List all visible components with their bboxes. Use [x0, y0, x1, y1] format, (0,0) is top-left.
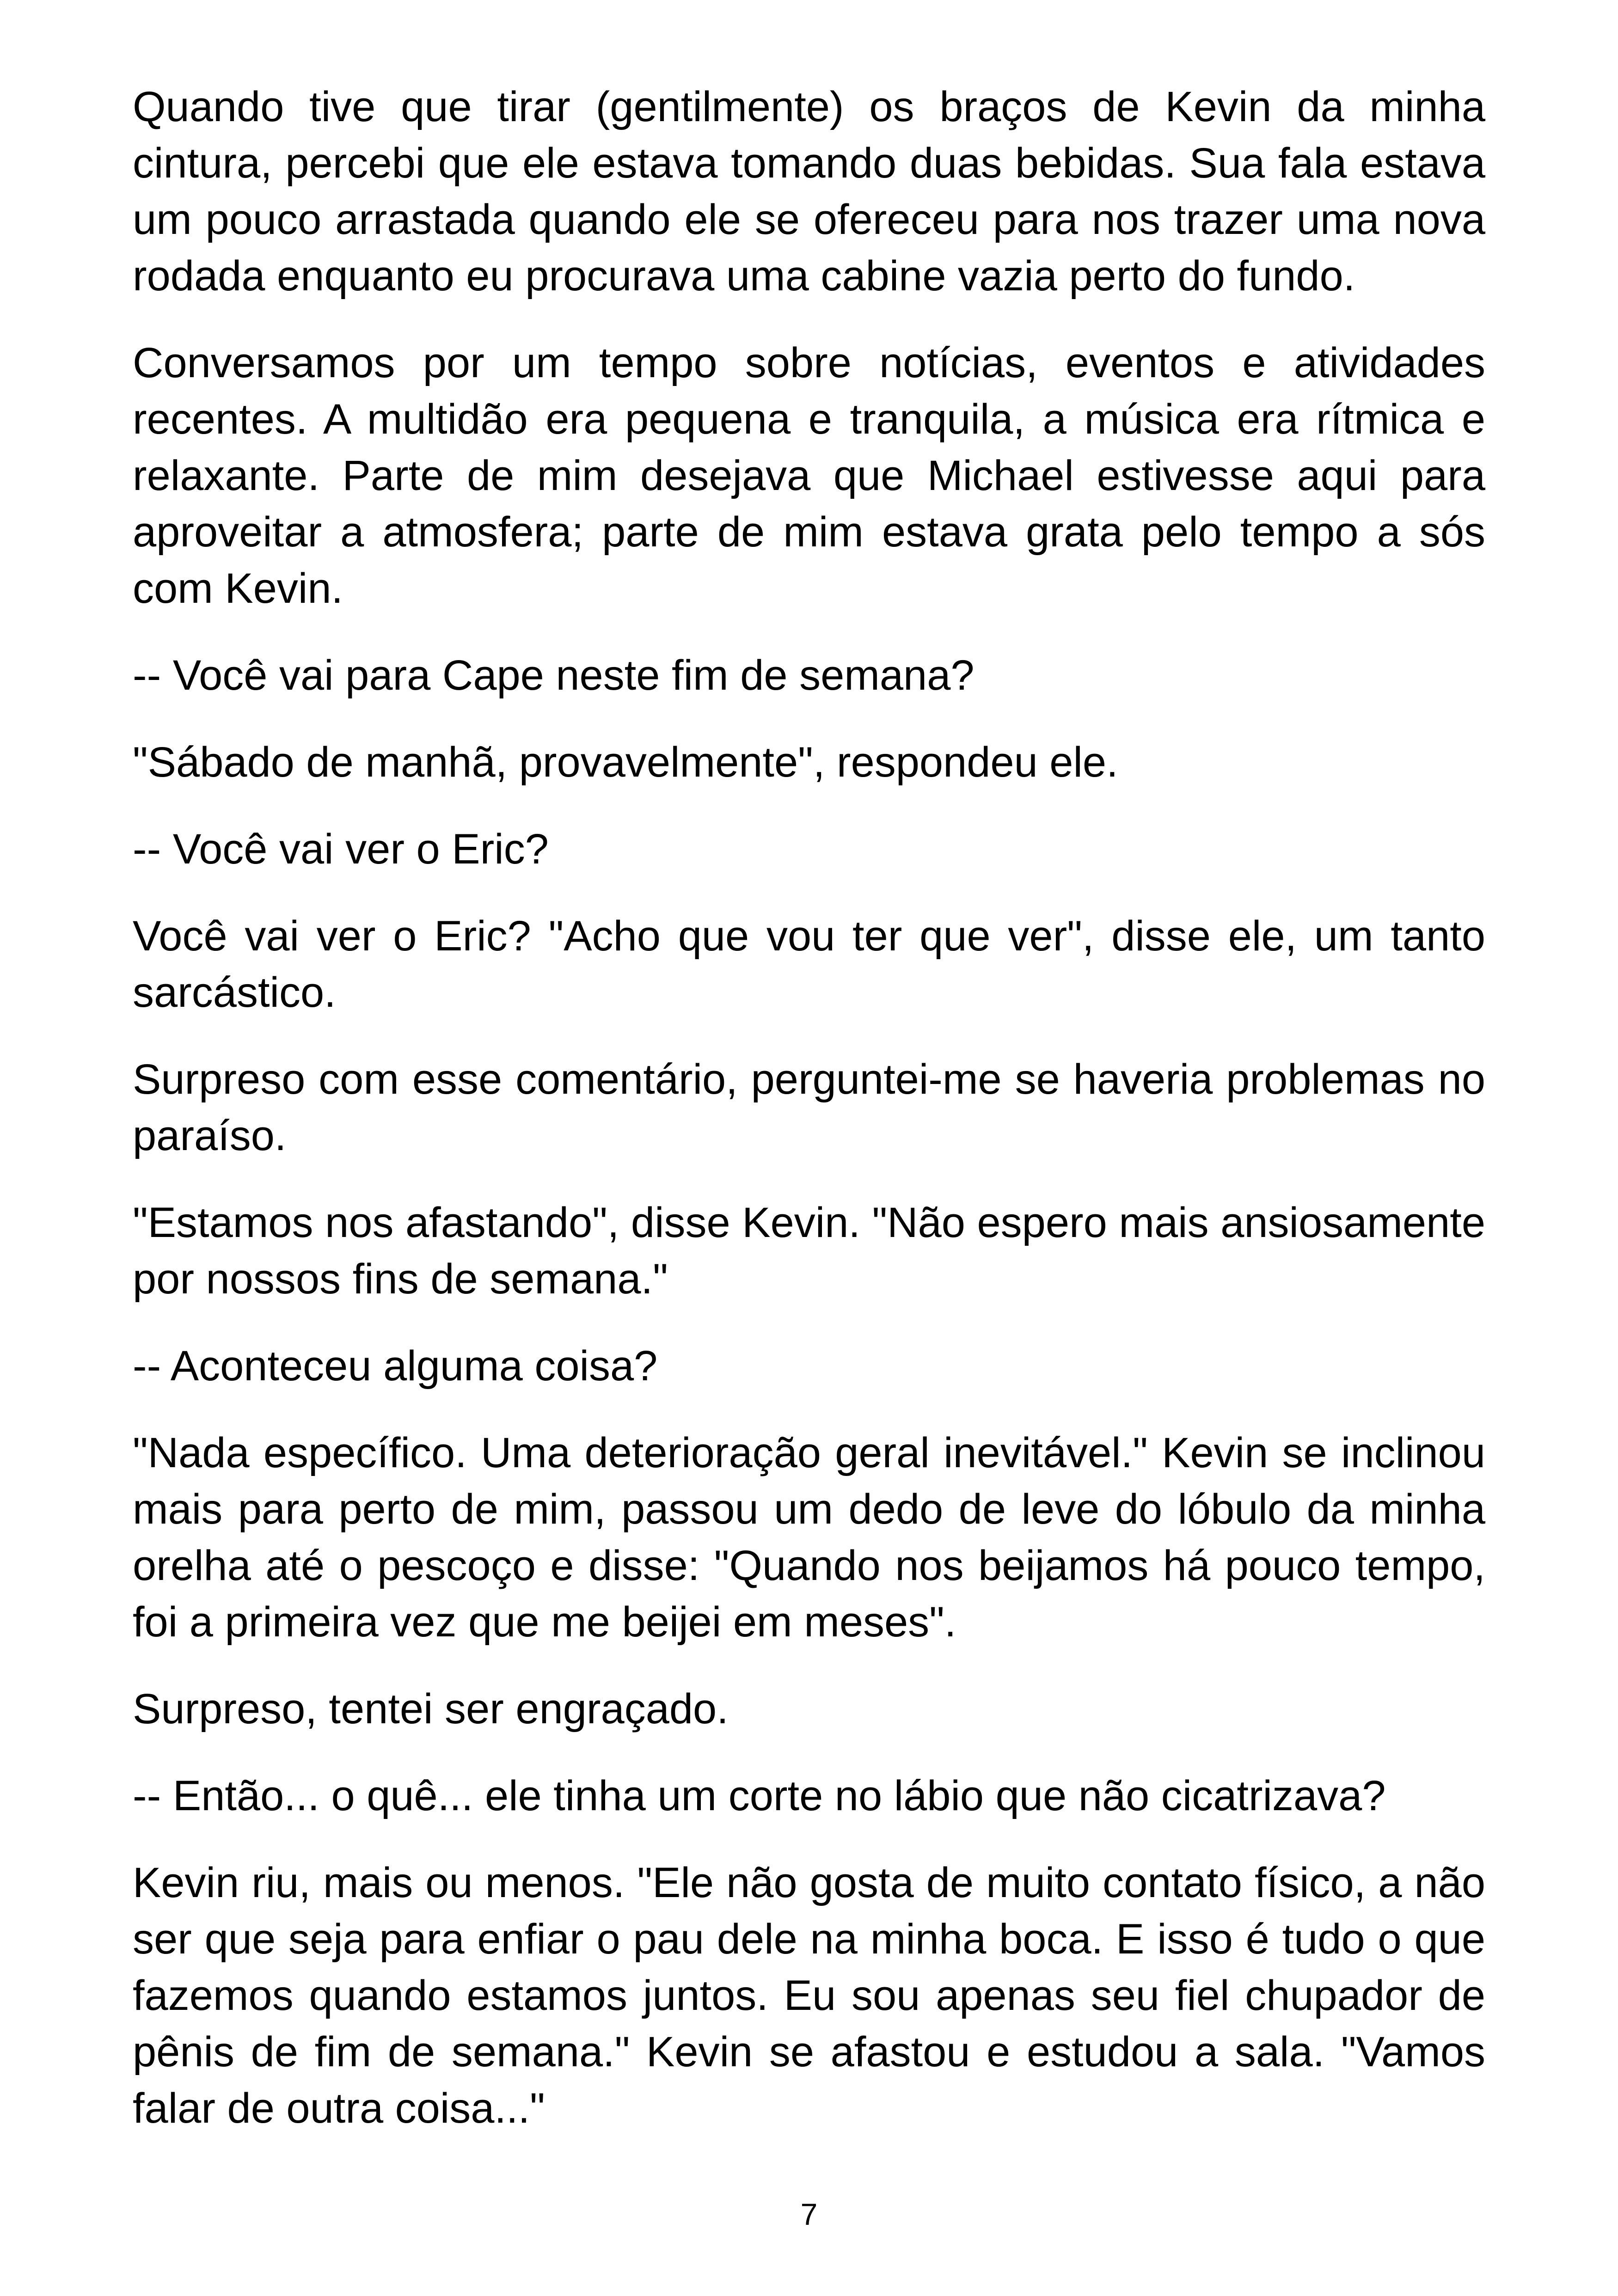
- paragraph-10: "Nada específico. Uma deterioração geral inevitável." Kevin se inclinou mais para perto de mim, passou um dedo de leve do lóbulo da minha orelha até o pescoço e disse: "Quando nos beijamos há pouco tempo, foi a primeira vez que me beijei em meses".: [133, 1429, 1485, 1646]
- paragraph-7: Surpreso com esse comentário, perguntei-me se haveria problemas no paraíso.: [133, 1056, 1485, 1159]
- paragraph-13: Kevin riu, mais ou menos. "Ele não gosta de muito contato físico, a não ser que seja para enfiar o pau dele na minha boca. E isso é tudo o que fazemos quando estamos juntos. Eu sou apenas seu fiel chupador de pênis de fim de semana." Kevin se afastou e estudou a sala. "Vamos falar de outra coisa...": [133, 1859, 1485, 2132]
- page-number: 7: [800, 2197, 818, 2231]
- paragraph-9: -- Aconteceu alguma coisa?: [133, 1342, 658, 1390]
- paragraph-1: Quando tive que tirar (gentilmente) os braços de Kevin da minha cintura, percebi que ele estava tomando duas bebidas. Sua fala estava um pouco arrastada quando ele se ofereceu para nos trazer uma nova rodada enquanto eu procurava uma cabine vazia perto do fundo.: [133, 83, 1485, 300]
- paragraph-2: Conversamos por um tempo sobre notícias, eventos e atividades recentes. A multidão era pequena e tranquila, a música era rítmica e relaxante. Parte de mim desejava que Michael estivesse aqui para aproveitar a atmosfera; parte de mim estava grata pelo tempo a sós com Kevin.: [133, 339, 1485, 612]
- page-body: [133, 79, 1485, 2167]
- paragraph-12: -- Então... o quê... ele tinha um corte no lábio que não cicatrizava?: [133, 1772, 1386, 1819]
- paragraph-8: "Estamos nos afastando", disse Kevin. "Não espero mais ansiosamente por nossos fins de semana.": [133, 1199, 1485, 1303]
- paragraph-5: -- Você vai ver o Eric?: [133, 826, 549, 873]
- paragraph-3: -- Você vai para Cape neste fim de semana?: [133, 652, 974, 699]
- paragraph-6: Você vai ver o Eric? "Acho que vou ter que ver", disse ele, um tanto sarcástico.: [133, 912, 1485, 1016]
- paragraph-11: Surpreso, tentei ser engraçado.: [133, 1685, 729, 1733]
- paragraph-4: "Sábado de manhã, provavelmente", respondeu ele.: [133, 739, 1118, 786]
